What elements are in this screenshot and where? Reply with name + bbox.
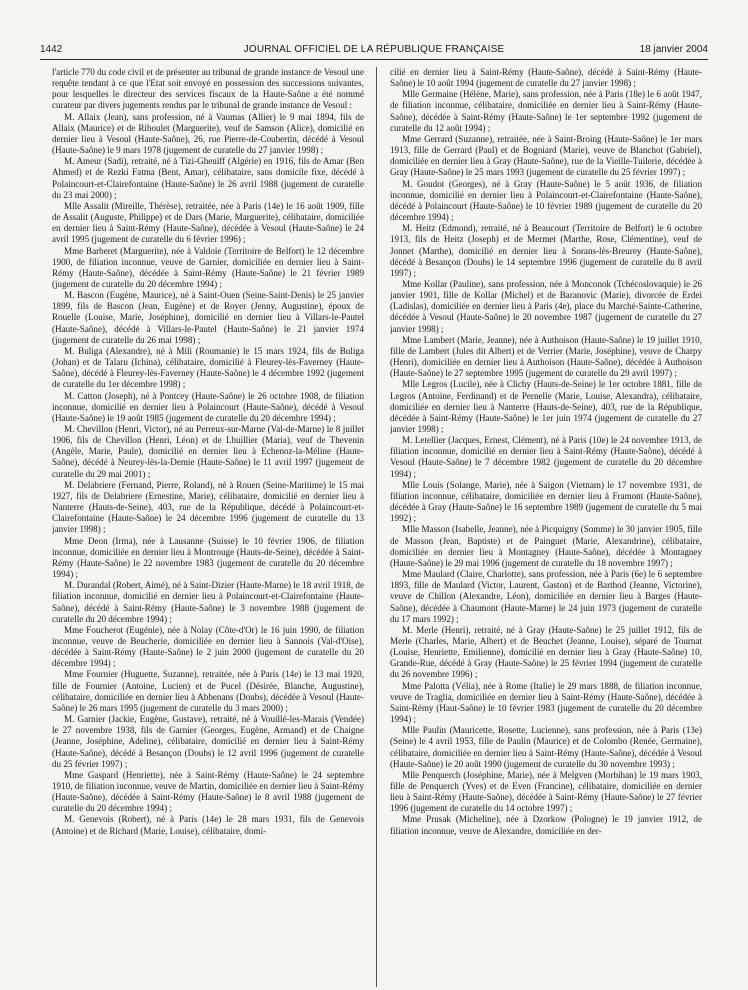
notice-paragraph: Mme Foucherot (Eugénie), née à Nolay (Côte-d'Or) le 16 juin 1990, de filiation inconnue, veuve de Beucherie, domiciliée en dernier lieu à Sannois (Val-d'Oise), décédée à Saint-Rémy (Haute-Saône) le 2 juin 2000 (jugement de curatelle du 20 décembre 1994) ; xyxy=(52,624,364,669)
notice-paragraph: Mme Deon (Irma), née à Lausanne (Suisse) le 10 février 1906, de filiation inconnue, domiciliée en dernier lieu à Montrouge (Hauts-de-Seine), décédée à Saint-Rémy (Haute-Saône) le 22 novembre 1983 (jugement de curatelle du 20 décembre 1994) ; xyxy=(52,535,364,580)
notice-paragraph: Mme Lambert (Marie, Jeanne), née à Authoison (Haute-Saône) le 19 juillet 1910, fille de Lambert (Jules dit Albert) et de Verrier (Marie, Joséphine), veuve de Charpy (Henri), domiciliée en dernier lieu à Authoison (Haute-Saône), décédée à Authoison (Haute-Saône) le 27 septembre 1995 (jugement de curatelle du 29 avril 1997) ; xyxy=(390,334,702,379)
right-column xyxy=(390,67,702,989)
notice-paragraph: M. Letellier (Jacques, Ernest, Clément), né à Paris (10e) le 24 novembre 1913, de filiation inconnue, domicilié en dernier lieu à Saint-Rémy (Haute-Saône), décédé à Vesoul (Haute-Saône) le 7 décembre 1982 (jugement de curatelle du 20 décembre 1994) ; xyxy=(390,435,702,479)
page-number: 1442 xyxy=(40,44,63,55)
column-divider xyxy=(376,67,377,987)
notice-paragraph: Mme Maulard (Claire, Charlotte), sans profession, née à Paris (6e) le 6 septembre 1893, fille de Maulard (Victor, Laurent, Gaston) et de Barthod (Jeanne, Victorine), veuve de Chillon (Alexandre, Léon), domiciliée en dernier lieu à Barges (Haute-Saône), décédée à Chaumont (Haute-Marne) le 24 juin 1973 (jugement de curatelle du 17 mars 1992) ; xyxy=(390,569,702,624)
notice-paragraph: M. Durandal (Robert, Aimé), né à Saint-Dizier (Haute-Marne) le 18 avril 1918, de filiation inconnue, domicilié en dernier lieu à Polaincourt-et-Clairefontaine (Haute-Saône), décédé à Saint-Rémy (Haute-Saône) le 3 novembre 1988 (jugement de curatelle du 20 décembre 1994) ; xyxy=(52,580,364,624)
notice-paragraph: M. Chevillon (Henri, Victor), né au Perreux-sur-Marne (Val-de-Marne) le 8 juillet 1906, fils de Chevillon (Henri, Léon) et de Lhuillier (Maria), veuf de Thevenin (Angèle, Marie, Paule), domicilié en dernier lieu à Echenoz-la-Méline (Haute-Saône), décédé à Neurey-lès-la-Demie (Haute-Saône) le 11 avril 1997 (jugement de curatelle du 29 mai 2001) ; xyxy=(52,424,364,479)
notice-paragraph: Mlle Louis (Solange, Marie), née à Saigon (Vietnam) le 17 novembre 1931, de filiation inconnue, célibataire, domiciliée en dernier lieu à Framont (Haute-Saône), décédée à Gray (Haute-Saône) le 16 septembre 1989 (jugement de curatelle du 5 mai 1992) ; xyxy=(390,479,702,524)
notice-paragraph: M. Heitz (Edmond), retraité, né à Beaucourt (Territoire de Belfort) le 6 octobre 1913, fils de Heitz (Joseph) et de Mermet (Marthe, Rose, Clémentine), veuf de Jonnet (Marthe), domicilié en dernier lieu à Sorans-lès-Breurey (Haute-Saône), décédé à Besançon (Doubs) le 14 septembre 1996 (jugement de curatelle du 8 avril 1997) ; xyxy=(390,223,702,278)
notice-paragraph: Mme Barberet (Marguerite), née à Valdoie (Territoire de Belfort) le 12 décembre 1900, de filiation inconnue, veuve de Garnier, domiciliée en dernier lieu à Saint-Rémy (Haute-Saône), décédée à Saint-Rémy (Haute-Saône) le 21 février 1989 (jugement de curatelle du 20 décembre 1994) ; xyxy=(52,245,364,289)
notice-paragraph: Mlle Legros (Lucile), née à Clichy (Hauts-de-Seine) le 1er octobre 1881, fille de Legros (Antoine, Ferdinand) et de Pernelle (Marie, Louise, Alexandra), célibataire, domiciliée en dernier lieu à Nanterre (Hauts-de-Seine), 403, rue de la République, décédée à Saint-Rémy (Haute-Saône) le 1er juin 1974 (jugement de curatelle du 27 janvier 1998) ; xyxy=(390,379,702,434)
notice-paragraph: cilié en dernier lieu à Saint-Rémy (Haute-Saône), décédé à Saint-Rémy (Haute-Saône) le 10 août 1994 (jugement de curatelle du 27 janvier 1998) ; xyxy=(390,67,702,89)
notice-paragraph: Mme Gerrard (Suzanne), retraitée, née à Saint-Broing (Haute-Saône) le 1er mars 1913, fille de Gerrard (Paul) et de Bogniard (Marie), veuve de Blanchot (Gabriel), domiciliée en dernier lieu à Gray (Haute-Saône), rue de la Vieille-Tuilerie, décédée à Gray (Haute-Saône) le 25 mars 1993 (jugement de curatelle du 25 février 1997) ; xyxy=(390,133,702,178)
notice-paragraph: Mme Fournier (Huguette, Suzanne), retraitée, née à Paris (14e) le 13 mai 1920, fille de Fournier (Antoine, Lucien) et de Pucel (Désirée, Blanche, Augustine), célibataire, domiciliée en dernier lieu à Abbenans (Doubs), décédée à Vesoul (Haute-Saône) le 26 mars 1995 (jugement de curatelle du 3 mars 2000) ; xyxy=(52,669,364,713)
notice-paragraph: l'article 770 du code civil et de présenter au tribunal de grande instance de Vesoul une requête tendant à ce que l'Etat soit envoyé en possession des successions suivantes, pour lesquelles le directeur des services fiscaux de la Haute-Saône a été nommé curateur par divers jugements rendus par le tribunal de grande instance de Vesoul : xyxy=(52,67,364,111)
document-body xyxy=(52,67,702,989)
notice-paragraph: Mlle Masson (Isabelle, Jeanne), née à Picquigny (Somme) le 30 janvier 1905, fille de Masson (Jean, Baptiste) et de Painguet (Marie, Alexandrine), célibataire, domiciliée en dernier lieu à Montagney (Haute-Saône), décédée à Montagney (Haute-Saône) le 29 mai 1996 (jugement de curatelle du 18 novembre 1997) ; xyxy=(390,524,702,568)
notice-paragraph: Mlle Paulin (Mauricette, Rosette, Lucienne), sans profession, née à Paris (13e) (Seine) le 4 avril 1953, fille de Paulin (Maurice) et de Colombo (Renée, Germaine), célibataire, domiciliée en dernier lieu à Saint-Rémy (Haute-Saône), décédée à Vesoul (Haute-Saône) le 20 août 1990 (jugement de curatelle du 30 novembre 1993) ; xyxy=(390,725,702,769)
notice-paragraph: M. Catton (Joseph), né à Pontcey (Haute-Saône) le 26 octobre 1908, de filiation inconnue, domicilié en dernier lieu à Polaincourt (Haute-Saône), décédé à Vesoul (Haute-Saône) le 19 août 1985 (jugement de curatelle du 20 décembre 1994) ; xyxy=(52,390,364,423)
notice-paragraph: M. Genevois (Robert), né à Paris (14e) le 28 mars 1931, fils de Genevois (Antoine) et de Richard (Marie, Louise), célibataire, domi- xyxy=(52,814,364,836)
notice-paragraph: M. Bascon (Eugène, Maurice), né à Saint-Ouen (Seine-Saint-Denis) le 25 janvier 1899, fils de Bascon (Jean, Eugène) et de Royer (Jenny, Augustine), époux de Rouelle (Louise, Marie, Joséphine), domicilié en dernier lieu à Villars-le-Pautel (Haute-Saône), décédé à Villars-le-Pautel (Haute-Saône) le 21 janvier 1974 (jugement de curatelle du 26 mai 1998) ; xyxy=(52,290,364,345)
left-column xyxy=(52,67,364,989)
notice-paragraph: Mlle Penquerch (Joséphine, Marie), née à Melgven (Morbihan) le 19 mars 1903, fille de Penquerch (Yves) et de Even (Francine), célibataire, domiciliée en dernier lieu à Saint-Rémy (Haute-Saône), décédée à Saint-Rémy (Haute-Saône) le 27 février 1996 (jugement de curatelle du 14 octobre 1997) ; xyxy=(390,769,702,814)
notice-paragraph: Mme Gaspard (Henriette), née à Saint-Rémy (Haute-Saône) le 24 septembre 1910, de filiation inconnue, veuve de Martin, domiciliée en dernier lieu à Saint-Rémy (Haute-Saône), décédée à Saint-Rémy (Haute-Saône) le 8 avril 1988 (jugement de curatelle du 20 décembre 1994) ; xyxy=(52,769,364,814)
issue-date: 18 janvier 2004 xyxy=(639,44,708,55)
notice-paragraph: Mlle Germaine (Hélène, Marie), sans profession, née à Paris (18e) le 6 août 1947, de filiation inconnue, célibataire, domiciliée en dernier lieu à Saint-Rémy (Haute-Saône), décédée à Saint-Rémy (Haute-Saône) le 1er septembre 1992 (jugement de curatelle du 12 août 1994) ; xyxy=(390,89,702,133)
notice-paragraph: Mme Prusak (Micheline), née à Dzorkow (Pologne) le 19 janvier 1912, de filiation inconnue, veuve de Alexandre, domiciliée en der- xyxy=(390,814,702,836)
notice-paragraph: M. Garnier (Jackie, Eugène, Gustave), retraité, né à Vouillé-les-Marais (Vendée) le 27 novembre 1938, fils de Garnier (Georges, Eugène, Armand) et de Chaigne (Jeanne, Joséphine, Adeline), célibataire, domicilié en dernier lieu à Saint-Rémy (Haute-Saône), décédé à Besançon (Doubs) le 12 avril 1996 (jugement de curatelle du 25 février 1997) ; xyxy=(52,714,364,769)
header-rule xyxy=(40,59,708,60)
notice-paragraph: Mlle Assalit (Mireille, Thérèse), retraitée, née à Paris (14e) le 16 août 1909, fille de Assalit (Auguste, Philippe) et de Dars (Marie, Marguerite), célibataire, domiciliée en dernier lieu à Saint-Rémy (Haute-Saône), décédée à Vesoul (Haute-Saône) le 24 avril 1995 (jugement de curatelle du 6 février 1996) ; xyxy=(52,200,364,245)
notice-paragraph: M. Buliga (Alexandre), né à Mili (Roumanie) le 15 mars 1924, fils de Buliga (Johan) et de Talaru (Ichina), célibataire, domicilié à Fleurey-lès-Faverney (Haute-Saône), décédé à Fleurey-lès-Faverney (Haute-Saône) le 4 décembre 1992 (jugement de curatelle du 1er décembre 1998) ; xyxy=(52,345,364,390)
page-header xyxy=(40,44,708,58)
notice-paragraph: Mme Palotta (Vélia), née à Rome (Italie) le 29 mars 1888, de filiation inconnue, veuve de Traglia, domiciliée en dernier lieu à Saint-Rémy (Haute-Saône), décédée à Saint-Rémy (Haut-Saône) le 10 février 1983 (jugement de curatelle du 20 décembre 1994) ; xyxy=(390,680,702,725)
notice-paragraph: M. Merle (Henri), retraité, né à Gray (Haute-Saône) le 25 juillet 1912, fils de Merle (Charles, Marie, Albert) et de Beuchet (Jeanne, Louise), séparé de Tournat (Louise, Henriette, Emilienne), domicilié en dernier lieu à Gray (Haute-Saône) 10, Grande-Rue, décédé à Gray (Haute-Saône) le 25 février 1994 (jugement de curatelle du 26 novembre 1996) ; xyxy=(390,624,702,680)
journal-title: JOURNAL OFFICIEL DE LA RÉPUBLIQUE FRANÇAISE xyxy=(243,44,505,55)
notice-paragraph: M. Ameur (Sadi), retraité, né à Tizi-Gheuiff (Algérie) en 1916, fils de Amar (Ben Ahmed) et de Rezki Fatma (Bent, Amar), célibataire, sans domicile fixe, décédé à Polaincourt-et-Clairefontaine (Haute-Saône) le 26 avril 1988 (jugement de curatelle du 23 mai 2000) ; xyxy=(52,156,364,200)
notice-paragraph: M. Allaix (Jean), sans profession, né à Vaumas (Allier) le 9 mai 1894, fils de Allaix (Maurice) et de Riboulet (Marguerite), veuf de Samson (Alice), domicilié en dernier lieu à Vesoul (Haute-Saône), 26, rue Pierre-de-Coubertin, décédé à Vesoul (Haute-Saône) le 9 mars 1978 (jugement de curatelle du 27 janvier 1998) ; xyxy=(52,111,364,156)
notice-paragraph: M. Goudot (Georges), né à Gray (Haute-Saône) le 5 août 1936, de filiation inconnue, domicilié en dernier lieu à Polaincourt-et-Clairefontaine (Haute-Saône), décédé à Polaincourt (Haute-Saône) le 10 février 1989 (jugement de curatelle du 20 décembre 1994) ; xyxy=(390,178,702,223)
notice-paragraph: Mme Kollar (Pauline), sans profession, née à Monconok (Tchécoslovaquie) le 26 janvier 1901, fille de Kollar (Michel) et de Baranovic (Marie), divorcée de Erdei (Ladislas), domiciliée en dernier lieu à Paris (4e), place du Marché-Sainte-Catherine, décédée à Vesoul (Haute-Saône) le 20 novembre 1987 (jugement de curatelle du 27 janvier 1998) ; xyxy=(390,278,702,334)
notice-paragraph: M. Delabriere (Fernand, Pierre, Roland), né à Rouen (Seine-Maritime) le 15 mai 1927, fils de Delabriere (Ernestine, Marie), célibataire, domicilié en dernier lieu à Nanterre (Hauts-de-Seine), 403, rue de la République, décédé à Polaincourt-et-Clairefontaine (Haute-Saône) le 24 décembre 1996 (jugement de curatelle du 13 janvier 1998) ; xyxy=(52,479,364,535)
